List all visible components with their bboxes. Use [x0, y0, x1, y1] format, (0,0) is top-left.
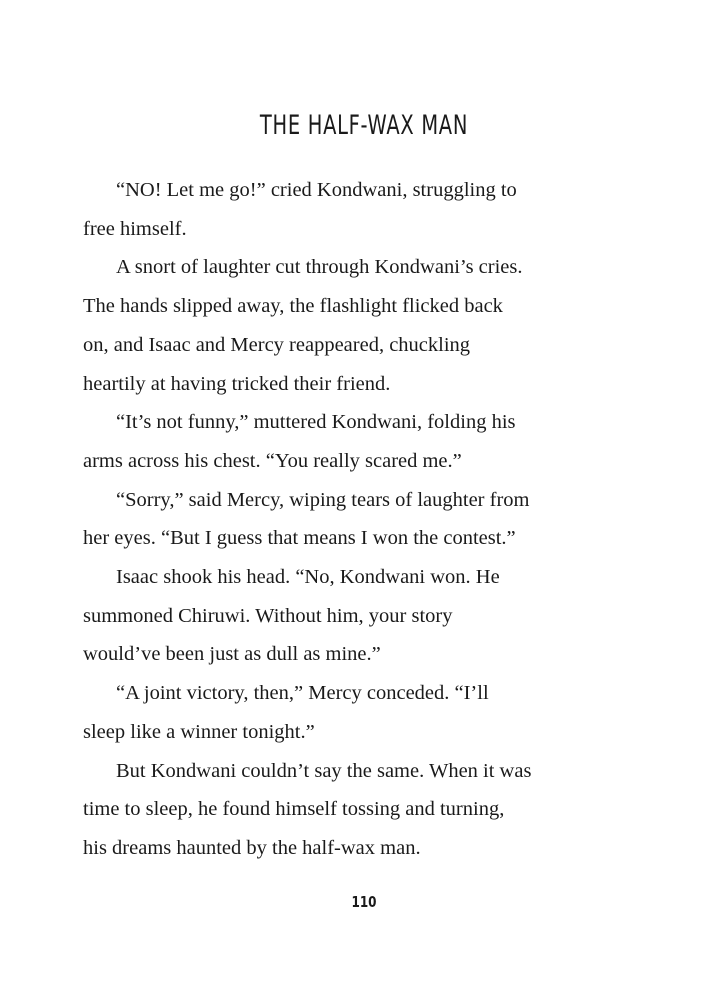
paragraph: “A joint victory, then,” Mercy conceded. “I’ll sleep like a winner tonight.”	[83, 682, 489, 743]
paragraph: “Sorry,” said Mercy, wiping tears of laughter from her eyes. “But I guess that means I won the contest.”	[83, 488, 530, 550]
paragraph: “It’s not funny,” muttered Kondwani, folding his arms across his chest. “You really scared me.”	[83, 411, 516, 472]
paragraph: “NO! Let me go!” cried Kondwani, struggling to free himself.	[83, 179, 517, 240]
body-text	[83, 171, 623, 868]
chapter-title: THE HALF-WAX MAN	[259, 110, 469, 141]
paragraph: A snort of laughter cut through Kondwani’s cries. The hands slipped away, the flashlight flicked back on, and Isaac and Mercy reappeared, chuckling heartily at having tricked their friend.	[83, 256, 523, 395]
page-number: 110	[351, 893, 377, 911]
paragraph: But Kondwani couldn’t say the same. When it was time to sleep, he found himself tossing and turning, his dreams haunted by the half-wax man.	[83, 759, 532, 859]
paragraph: Isaac shook his head. “No, Kondwani won. He summoned Chiruwi. Without him, your story would’ve been just as dull as mine.”	[83, 566, 500, 666]
